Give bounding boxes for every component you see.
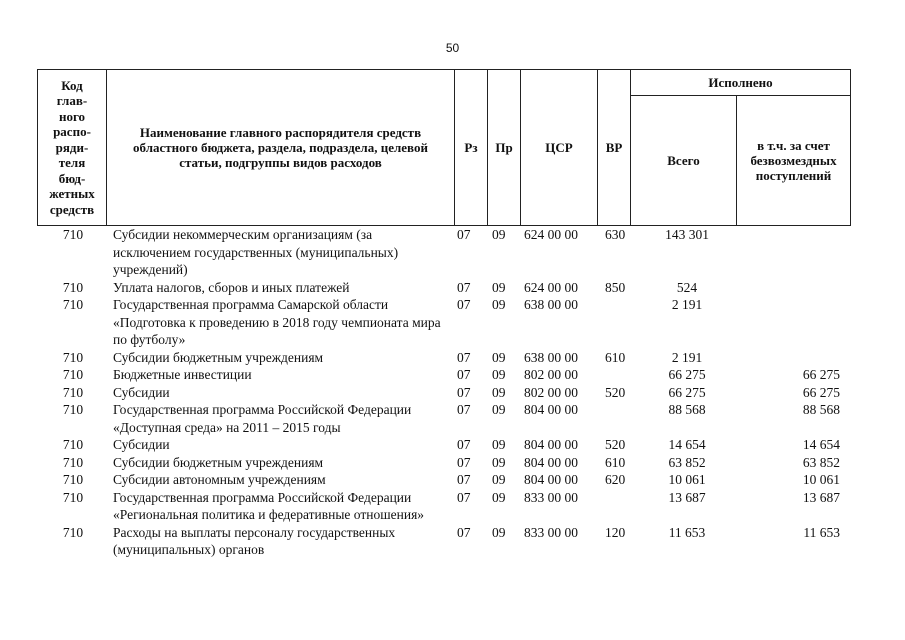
cell-vr: 520 [605, 437, 626, 452]
cell-free: 63 852 [802, 454, 840, 470]
cell-pr: 09 [492, 524, 506, 540]
cell-free: 66 275 [802, 384, 840, 400]
cell-rz: 07 [457, 349, 471, 365]
cell-rz: 07 [457, 437, 471, 452]
cell-pr: 09 [492, 437, 506, 452]
table-row [37, 454, 851, 472]
cell-pr: 09 [492, 279, 506, 295]
page-number: 50 [445, 41, 460, 55]
cell-csr: 804 00 00 [524, 437, 578, 452]
header-total: Всего [667, 153, 700, 168]
cell-vr: 120 [605, 524, 626, 540]
cell-code: 710 [62, 454, 84, 470]
cell-csr: 802 00 00 [524, 367, 578, 382]
header-code: Код глав- ного распо- ряди- теля бюд- жетных средств [49, 77, 95, 217]
cell-csr: 833 00 00 [524, 524, 578, 540]
cell-code: 710 [62, 489, 84, 505]
cell-name: Субсидии бюджетным учреждениям [113, 454, 324, 470]
cell-vr: 610 [605, 454, 626, 470]
table-row [37, 524, 851, 559]
table-row [37, 366, 851, 384]
cell-code: 710 [62, 437, 84, 452]
cell-code: 710 [62, 279, 84, 295]
cell-vr: 630 [605, 227, 626, 242]
cell-csr: 624 00 00 [524, 279, 578, 295]
table-row [37, 471, 851, 489]
cell-csr: 804 00 00 [524, 454, 578, 470]
cell-total: 10 061 [668, 472, 706, 487]
table-body [37, 226, 851, 559]
table-row [37, 384, 851, 402]
cell-total: 66 275 [668, 384, 706, 400]
cell-code: 710 [62, 524, 84, 540]
header-name: Наименование главного распорядителя средств областного бюджета, раздела, подраздела, целевой статьи, подгруппы видов расходов [133, 125, 428, 170]
cell-code: 710 [62, 367, 84, 382]
header-free: в т.ч. за счет безвозмездных поступлений [750, 138, 837, 183]
table-row [37, 296, 851, 349]
cell-total: 13 687 [668, 489, 706, 505]
cell-name: Субсидии автономным учреждениям [113, 472, 326, 487]
header-vr: ВР [605, 140, 623, 155]
cell-csr: 804 00 00 [524, 402, 578, 417]
cell-csr: 833 00 00 [524, 489, 578, 505]
header-executed: Исполнено [708, 75, 773, 90]
table-row [37, 489, 851, 524]
cell-rz: 07 [457, 489, 471, 505]
cell-rz: 07 [457, 472, 471, 487]
cell-free: 14 654 [802, 437, 840, 452]
cell-name: Государственная программа Самарской области «Подготовка к проведению в 2018 году чемпионата мира по футболу» [113, 297, 441, 347]
cell-name: Уплата налогов, сборов и иных платежей [113, 279, 350, 295]
cell-total: 88 568 [668, 402, 706, 417]
cell-pr: 09 [492, 349, 506, 365]
cell-name: Субсидии [113, 437, 170, 452]
cell-pr: 09 [492, 402, 506, 417]
cell-pr: 09 [492, 472, 506, 487]
cell-total: 2 191 [671, 349, 703, 365]
table-row [37, 436, 851, 454]
cell-pr: 09 [492, 367, 506, 382]
cell-rz: 07 [457, 384, 471, 400]
cell-total: 63 852 [668, 454, 706, 470]
cell-total: 2 191 [671, 297, 703, 312]
cell-csr: 802 00 00 [524, 384, 578, 400]
cell-pr: 09 [492, 227, 506, 242]
cell-rz: 07 [457, 367, 471, 382]
header-pr: Пр [495, 140, 513, 155]
cell-pr: 09 [492, 489, 506, 505]
cell-name: Субсидии некоммерческим организациям (за исключением государственных (муниципальных) учреждений) [113, 227, 399, 277]
cell-total: 524 [676, 279, 698, 295]
cell-csr: 804 00 00 [524, 472, 578, 487]
cell-rz: 07 [457, 279, 471, 295]
cell-rz: 07 [457, 227, 471, 242]
cell-code: 710 [62, 227, 84, 242]
table-row [37, 349, 851, 367]
cell-vr: 520 [605, 384, 626, 400]
cell-name: Субсидии бюджетным учреждениям [113, 349, 324, 365]
cell-name: Государственная программа Российской Федерации «Доступная среда» на 2011 – 2015 годы [113, 402, 412, 435]
cell-csr: 624 00 00 [524, 227, 578, 242]
cell-total: 66 275 [668, 367, 706, 382]
cell-code: 710 [62, 472, 84, 487]
table-row [37, 226, 851, 279]
header-rz: Рз [464, 140, 478, 155]
cell-total: 14 654 [668, 437, 706, 452]
cell-pr: 09 [492, 384, 506, 400]
cell-rz: 07 [457, 454, 471, 470]
cell-name: Расходы на выплаты персоналу государственных (муниципальных) органов [113, 524, 396, 557]
cell-free: 66 275 [802, 367, 840, 382]
cell-free: 88 568 [802, 402, 840, 417]
cell-name: Субсидии [113, 384, 170, 400]
cell-rz: 07 [457, 524, 471, 540]
cell-code: 710 [62, 402, 84, 417]
cell-csr: 638 00 00 [524, 297, 578, 312]
table-header [37, 69, 851, 226]
table-row [37, 279, 851, 297]
cell-name: Государственная программа Российской Федерации «Региональная политика и федеративные отношения» [113, 489, 425, 522]
cell-pr: 09 [492, 297, 506, 312]
cell-code: 710 [62, 349, 84, 365]
cell-csr: 638 00 00 [524, 349, 578, 365]
cell-free: 10 061 [802, 472, 840, 487]
cell-total: 11 653 [668, 524, 706, 540]
cell-code: 710 [62, 297, 84, 312]
cell-code: 710 [62, 384, 84, 400]
header-csr: ЦСР [545, 140, 573, 155]
cell-pr: 09 [492, 454, 506, 470]
cell-vr: 610 [605, 349, 626, 365]
cell-rz: 07 [457, 297, 471, 312]
cell-vr: 620 [605, 472, 626, 487]
cell-name: Бюджетные инвестиции [113, 367, 252, 382]
cell-free: 13 687 [802, 489, 840, 505]
cell-free: 11 653 [803, 524, 840, 540]
table-row [37, 401, 851, 436]
cell-rz: 07 [457, 402, 471, 417]
cell-total: 143 301 [665, 227, 709, 242]
cell-vr: 850 [605, 279, 626, 295]
